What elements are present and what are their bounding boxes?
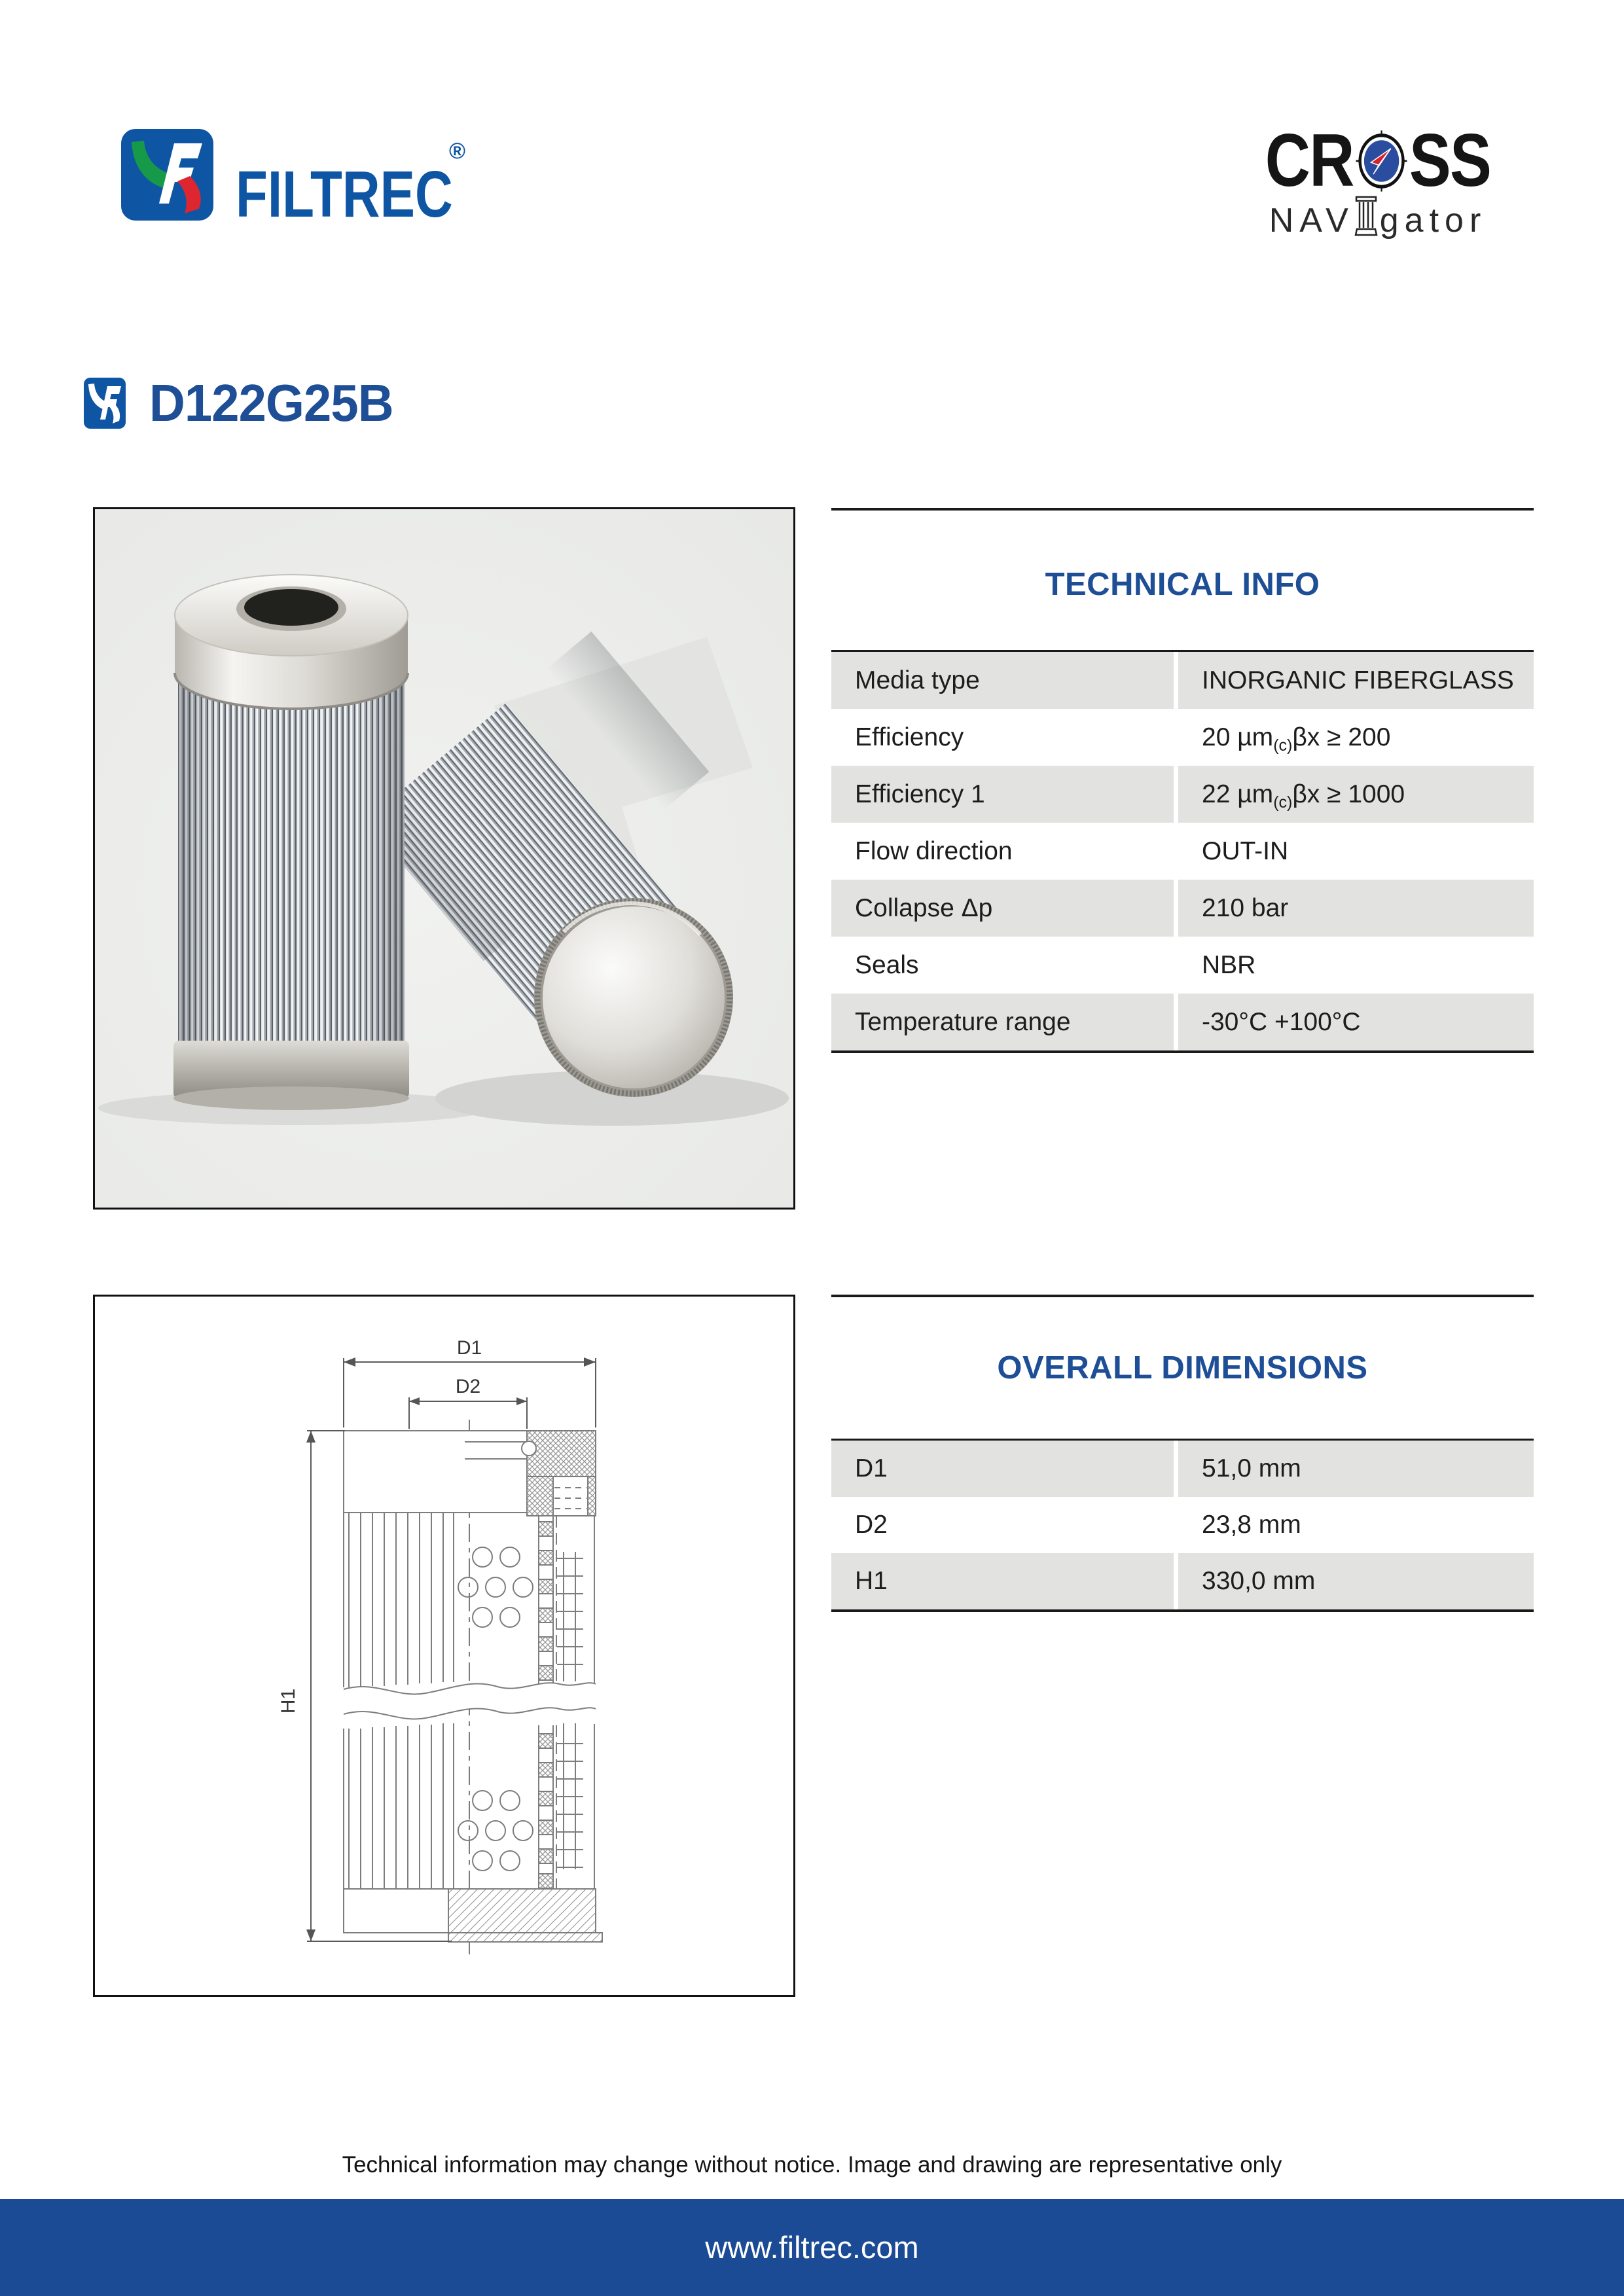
technical-info-title: TECHNICAL INFO [1045,567,1320,602]
product-photo [93,507,795,1210]
filter-element-photo [95,509,793,1208]
website-link[interactable]: www.filtrec.com [705,2230,919,2265]
dim-label-h1: H1 [278,1688,299,1714]
row-value: OUT-IN [1202,836,1289,865]
technical-info-table [831,650,1534,1053]
standing-filter [173,575,409,1110]
dim-label-d2: D2 [455,1376,481,1397]
cross-part2: SS [1409,119,1491,202]
overall-dimensions-title: OVERALL DIMENSIONS [997,1350,1368,1386]
table-row [831,1497,1534,1553]
row-value: -30°C +100°C [1178,994,1534,1050]
row-label: Seals [855,950,919,979]
section-divider [831,1295,1534,1297]
table-row [831,709,1534,766]
table-row [831,652,1534,709]
disclaimer-text: Technical information may change without notice. Image and drawing are representative only [342,2152,1282,2178]
table-row [831,1441,1534,1497]
row-label: Collapse Δp [831,880,1174,937]
gator-text: gator [1379,202,1487,240]
filtrec-wordmark: FILTREC [236,158,453,231]
filtrec-logo-icon [121,129,213,221]
nav-text: NAV [1269,202,1354,240]
product-title-row [84,373,406,433]
table-row [831,823,1534,880]
row-label: Temperature range [831,994,1174,1050]
page-title: D122G25B [149,374,393,432]
cross-navigator-logo [1244,119,1512,240]
cross-wordmark [1265,119,1491,202]
row-label: Efficiency [855,723,964,751]
table-row [831,880,1534,937]
row-value: 330,0 mm [1178,1553,1534,1609]
row-label: Media type [831,652,1174,709]
row-label: D2 [855,1511,888,1539]
row-label: Efficiency 1 [831,766,1174,823]
overall-dimensions-table [831,1439,1534,1612]
cross-part1: CR [1265,119,1354,202]
classical-column-icon [1354,195,1378,237]
row-value: 22 µm (c) βx ≥ 1000 [1178,766,1534,823]
compass-navigator-icon [1356,130,1407,192]
table-row [831,937,1534,994]
row-value: INORGANIC FIBERGLASS [1178,652,1534,709]
dim-label-d1: D1 [456,1337,482,1359]
technical-drawing [93,1295,795,1997]
footer-bar [0,2199,1624,2296]
row-value: 51,0 mm [1178,1441,1534,1497]
registered-trademark-symbol: ® [449,139,466,164]
table-row [831,766,1534,823]
filtrec-f-mark-icon [84,378,126,429]
row-label: Flow direction [855,836,1013,865]
row-value: 20 µm (c) βx ≥ 200 [1202,723,1391,755]
row-value: NBR [1202,950,1256,979]
lying-filter-cap [534,898,733,1097]
section-divider [831,508,1534,511]
filter-cross-section-drawing [95,1297,793,1995]
row-value: 23,8 mm [1202,1511,1301,1539]
table-row [831,994,1534,1050]
row-label: H1 [831,1553,1174,1609]
row-value: 210 bar [1178,880,1534,937]
table-row [831,1553,1534,1609]
row-label: D1 [831,1441,1174,1497]
